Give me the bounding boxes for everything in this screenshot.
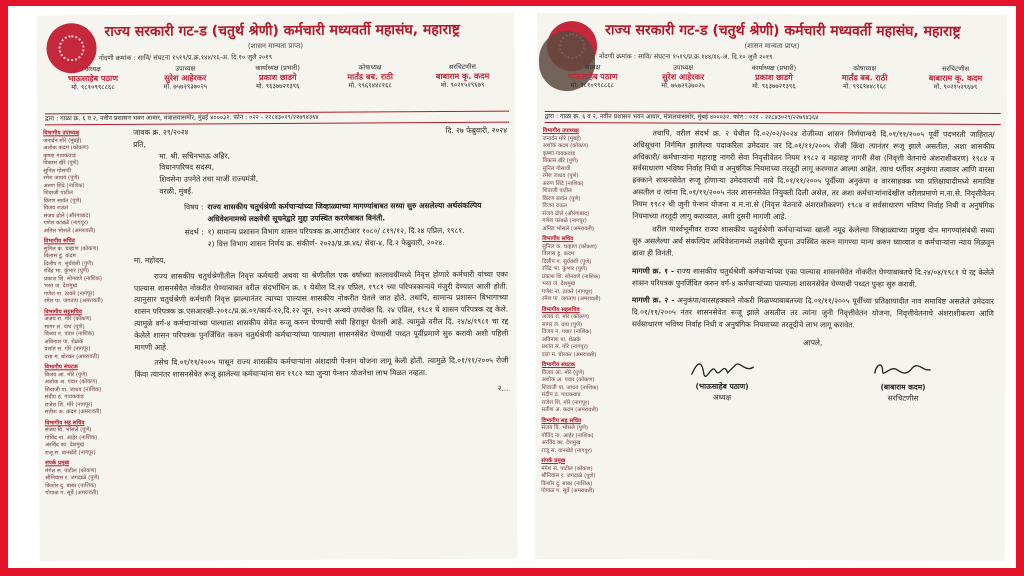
sidebar-member: राजू स. वानखेडे (नागपूर) [44,449,96,456]
closing: आपले, [803,337,823,347]
office-bearer: कार्याध्यक्ष (प्रभारी) प्रकाश छाडगे मो. ९६३७७२१३९६ [751,63,797,91]
office-bearer: कार्याध्यक्ष (प्रभारी) प्रकाश छाडगे मो. ९६३७७२१३९६ [255,63,300,91]
sidebar-member: गणेश ना. ठाकरे (नागपूर) [541,288,593,295]
sidebar-member: अनिल भोसले (अमरावती) [43,227,96,234]
letter-body [631,125,995,557]
office-bearer: अध्यक्ष भाऊसाहेब पठाण मो. ९८१०९९८८६८ [567,63,618,90]
sidebar-member: श्रीनिवास र. जगदाळे (पुणे) [541,472,596,480]
sidebar-member: जनार्दन मोरे (मुंबई) [542,135,582,142]
sidebar-heading: विभागीय संघटक [541,362,576,369]
reference-number: जावक क्र. २९/२०२४ [133,127,189,137]
office-bearers-sidebar [43,127,132,558]
signature-scribble-icon [687,356,757,380]
sidebar-heading: विभागीय सह सचिव [541,417,582,424]
sidebar-member: संजय वि. भोसले (पुणे) [44,427,92,434]
page-continuation: २... [497,383,509,393]
sidebar-heading: विभागीय सह सचिव [44,419,85,426]
sidebar-member: गोपाळ ग. सूर्वे (अमरावती) [45,490,99,497]
sidebar-member: गणेश ना. ठाकरे (नागपूर) [44,290,95,297]
sidebar-heading: विभागीय सहसचिव [541,306,580,313]
sidebar-heading: विभागीय उपाध्यक्ष [542,128,579,135]
sidebar-member: रमेश जाधव (पुणे) [43,175,80,182]
sidebar-heading: संपर्क प्रमुख [541,457,566,465]
sidebar-member: राजू स. वानखेडे (नागपूर) [541,447,592,454]
sidebar-member: मंगेश स. पाटील (कोकण) [45,467,97,474]
sidebar-member: गणेश कांबळे (नागपूर) [43,220,89,227]
sidebar-member: गोविंद ना. आहेर (नाशिक) [541,432,594,439]
sidebar-member: रमेश जाधव (पुणे) [542,173,579,180]
sidebar-member: अशोक कदम (कोकण) [43,145,89,152]
sidebar-member: शिवाजी पा. जाधव (नाशिक) [44,386,102,393]
sidebar-member: किशोर दु. बाबर (नाशिक) [45,482,97,489]
office-bearer: सरचिटणीस बाबाराम कृ. कदम मो. ९०२१५२९६७९ [928,64,983,91]
sidebar-member: दिलीप ग. सुर्यवंशी (पुणे) [43,260,94,267]
sidebar-member: अशोक अ. पवार (कोकण) [541,376,595,384]
sidebar-member: अनिल भोसले (अमरावती) [542,225,594,232]
sidebar-heading: विभागीय संघटक [44,364,78,371]
red-border-frame [8,6,1016,568]
sidebar-member: शिवाजी पा. जाधव (नाशिक) [541,384,599,391]
sidebar-member: सुनिल गोसावी [43,167,72,174]
sidebar-member: संजय वि. भोसले (पुणे) [541,424,589,432]
office-address: द्वारा : गाळा क्र. ६ व २, नवीन प्रशासन भवन आवार, मंत्रालयासमोर, मुंबई ४०००३२. फोन : ०२२ - २२८४३०२९/२२७९४३६४ [545,111,1001,125]
sidebar-member: गोपाळ ग. सूर्वे (अमरावती) [541,487,595,495]
paragraph: तथापि, वरील संदर्भ क्र. २ येथील दि.०२/०२/२०२४ रोजीच्या शासन निर्णयान्वये दि.०१/११/२००५ पूर्वी पदभरती जाहिरात/अधिसूचना निर्गमित झालेल्या पदाकरिता उमेदवार जर दि.०१/११/२००५ रोजी किंवा त्यानंतर रूजू झाले असतील, अशा शासकीय अधिकारी/ कर्मचाऱ्यांना महाराष्ट्र नागरी सेवा निवृत्तीवेतन नियम १९८२ व महाराष्ट्र नागरी सेवा (निवृत्ती वेतनाचे अंशराशीकरण) १९८४ व सर्वसाधारण भविष्य निर्वाह निधी व अनुषंगिक नियमाच्या तरतूदी लागू करण्यात आल्या आहेत. त्याच धर्तीवर अनुकंपा तत्वावर आणि वारसा हक्काने शासनसेवेत रूजू होणाऱ्या उमेदवाराची नावे दि.०१/११/२००५ पूर्वीच्या अनुकंपा व वारसाहक्क च्या प्रतिक्षायादीमध्ये समाविष्ट असतील व त्यांना दि.०१/११/२००५ नंतर शासनसेवेत नियुक्ती दिली असेल, तर अशा कर्मचाऱ्यांनादेखील वरीलप्रमाणे म.ना.से. निवृत्तीवेतन नियम १९८२ ची जुनी पेन्शन योजना व म.ना.से (निवृत्त वेतनाचे अंशराशीकरण) १९८४ व सर्वसाधारण भविष्य निर्वाह निधी व अनुषंगिक नियमाच्या तरतूदी लागू कराव्यात, अशी दुसरी मागणी आहे. [632,128,995,221]
sidebar-member: राजेश शि. मोरे (नागपूर) [541,399,590,406]
sidebar-member: कृष्णा गायकवाड [542,150,576,157]
paragraph: राज्य शासकीय चतुर्थश्रेणीतील निवृत्त कर्मचारी अथवा या श्रेणीतील एक वर्षाच्या कालावधीमध्ये निवृत्त होणारे कर्मचारी यांच्या एका पाल्यास शासनसेवेत नोकरीत घेण्याबाबत वरील संदर्भाधिन क्र. १ येथील दि.२४ एप्रिल, १९८१ च्या परिपत्रकान्वये मंजुरी देण्यात आली होती. त्यानुसार चतुर्थश्रेणी कर्मचारी निवृत्त झाल्यानंतर त्याच्या पाल्यास शासकीय नोकरीत घेतले जात होते. तथापि, सामान्य प्रशासन विभागाच्या शासन परिपत्रक क्र.एसआरव्ही-२०१८/प्र.क्र.०१/कार्य-१२,दि.२२ जून, २०२१ अन्वये उपरोक्त दि. २४ एप्रिल, १९८१ चे शासन परिपत्रक रद्द केले. त्यामुळे वर्ग-४ कर्मचाऱ्यांच्या पाल्याला शासकीय सेवेत रूजू करुन घेण्याची संधी हिरावून घेतली आहे. त्यामुळे वरील दि. २४/४/१९८१ चा रद्द केलेले शासन परिपत्रक पुनर्जिवित करुन चतुर्थश्रेणी कर्मचाऱ्यांच्या पाल्याला शासनसेवेत घेण्याची पध्दत पूर्वीप्रमाणे सुरु करावी अशी पहिली मागणी आहे. [133,269,509,352]
office-bearer: अध्यक्ष भाऊसाहेब पठाण मो. ९८१०९९८८६८ [67,65,119,92]
sidebar-heading: विभागीय सहसचिव [44,308,82,315]
sidebar-member: सुनिल क. चव्हाण (कोकण) [542,243,597,250]
sidebar-member: अरुण शिंदे (नाशिक) [43,182,85,189]
sidebar-member: सतीश अ. कदम (अमरावती) [44,409,102,416]
letter-body [133,125,510,557]
paragraph: तसेच दि.०१/११/२००५ पासून राज्य शासकीय कर्मचाऱ्यांना अंशदायी पेन्शन योजना लागू केली होती. त्यामुळे दि.०१/११/२००५ रोजी किंवा त्यानंतर शासनसेवेत रूजू झालेल्या कर्मचाऱ्यांना सन १९८२ च्या जुन्या पेन्शन योजनेचा लाभ मिळत नव्हता. [134,355,509,380]
sidebar-member: प्रशांत स. गोरे (नागपूर) [541,344,588,351]
office-bearers [47,63,509,110]
sidebar-member: विजय राऊत [43,205,69,212]
office-address: द्वारा : गाळा क्र. ६ व २, नवीन प्रशासन भवन आवार, मंत्रालयासमोर, मुंबई ४०००३२. फोन : ०२२ - २२८४३०२९/२२७९४३६४ [45,111,509,126]
signature-scribble-icon [868,357,938,381]
sidebar-member: अजय रा. मोरे (कोकण) [541,314,590,321]
office-bearer: उपाध्यक्ष सुरेश आहेरकर मो. ७५७२९३७०२५ [661,63,705,90]
letterhead-title: राज्य सरकारी गट-ड (चतुर्थ श्रेणी) कर्मचारी मध्यवर्ती महासंघ, महाराष्ट्र [104,21,460,41]
letterhead-title: राज्य सरकारी गट-ड (चतुर्थ श्रेणी) कर्मचारी मध्यवर्ती महासंघ, महाराष्ट्र [605,22,961,40]
sidebar-member: विजय न. पवार (नाशिक) [44,331,95,338]
sidebar-member: भरत ज. देशमुख [43,283,78,290]
sidebar-member: अजय रा. मोरे (कोकण) [44,316,92,323]
sidebar-member: अरुण शिंदे (नाशिक) [542,180,584,187]
sidebar-member: किशोर दु. बाबर (नाशिक) [541,480,593,487]
signature-block: (बाबाराम कदम) सरचिटणीस [823,357,983,405]
sidebar-member: विकास खैरे (पुणे) [542,158,579,165]
sidebar-member: संजय ढोले (औरंगाबाद) [542,210,590,217]
sidebar-member: रविंद्र भा. कुंभार (पुणे) [542,266,588,273]
office-bearers [547,63,1001,109]
letterhead-subtitle: (शासन मान्यता प्राप्त) [248,41,304,51]
sidebar-member: विजय न. पवार (नाशिक) [541,329,592,336]
sidebar-member: शिवाजी पाटील [43,190,73,197]
sidebar-member: सतीश अ. कदम (अमरावती) [541,406,599,414]
letter-date: दि. २७ फेब्रुवारी, २०२४ [445,125,508,135]
sidebar-member: विकास खैरे (पुणे) [43,160,79,167]
sidebar-member: सुनिल गोसावी [542,165,571,172]
sidebar-member: कृष्णा गायकवाड [43,152,76,159]
sidebar-member: रविंद्र भा. कुंभार (पुणे) [43,268,90,275]
sidebar-member: विजय आ. मोरे (पुणे) [541,369,585,376]
signature-block: (भाऊसाहेब पठाण) अध्यक्ष [642,356,802,404]
office-bearer: कोषाध्यक्ष मार्तंड बब. राठी मो. ९९६९४४८१६८ [347,63,393,90]
sidebar-member: दत्ता म. बोरकर (अमरावती) [541,351,597,358]
sidebar-heading: विभागीय सचिव [43,238,75,245]
sidebar-member: अशोक अ. पवार (कोकण) [44,379,98,386]
salutation: मा. महोदय, [133,255,166,265]
sidebar-heading: विभागीय सचिव [542,236,574,243]
sidebar-member: विलास डू. कदम [43,253,76,260]
sidebar-member: विजय राऊत [542,203,568,210]
registration-number: नोंदणी क्रमांक : सावि/ संघटना १५१९/प्र.क्र.१४४/१६-अ. दि.१० जुलै २०१९ [98,53,273,63]
sidebar-member: दिलीप ग. सुर्यवंशी (पुणे) [542,258,592,265]
sidebar-member: अविनाश पा. शेळके [44,338,84,345]
sidebar-member: सागर ल. वाघ (पुणे) [541,321,583,328]
sidebar-member: सुनिल क. चव्हाण (कोकण) [43,245,99,252]
references: संदर्भ : १) सामान्य प्रशासन विभाग शासन परिपत्रक क्र.आरटीआर १०८०/ ८१९/१२, दि.२४ एप्रिल, १९८१. २) वित्त विभाग शासन निर्णय क्र. संकीर्ण- २०२३/प्र.क्र.४६/ सेवा-४, दि.२ फेब्रुवारी, २०२४. [184,226,465,249]
sidebar-member: अविनाश पा. शेळके [541,336,581,343]
sidebar-member: प्रकाश शि. सोनवणे (नाशिक) [43,275,103,282]
sidebar-member: मंगेश स. पाटील (कोकण) [541,465,593,472]
office-bearer: कोषाध्यक्ष मार्तंड बब. राठी मो. ९९६९४४८१६८ [841,64,888,91]
sidebar-member: अशोक कदम (कोकण) [542,143,589,150]
sidebar-member: विजय आ. मोरे (पुणे) [44,371,88,378]
sidebar-member: गोविंद ना. आहेर (नाशिक) [44,434,98,441]
sidebar-member: दत्ता म. बोरकर (अमरावती) [44,353,100,360]
sidebar-member: विलास डू. कदम [542,251,575,258]
sidebar-member: अरविंद का. देशमुख [44,442,85,449]
sidebar-member: किरण सावंत (पुणे) [542,195,581,202]
sidebar-member: भरत ज. देशमुख [541,281,576,288]
sidebar-member: शिवाजी पाटील [542,188,572,195]
demand-2: मागणी क्र. २ - अनुकंपा/वारसहक्काने नोकरी मिळण्याबाबतच्या दि.०१/११/२००५ पूर्वीच्या प्रतिक्षायादीत नाव समाविष्ट असलेले उमेदवार दि.०१/११/२००५ नंतर शासनसेवेत रूजू झाले असतील तर त्यांना जुनी निवृत्तीवेतन योजना, निवृत्तीवेतनाचे अंशराशीकरण आणि सर्वसाधारण भविष्य निर्वाह निधी व अनुषंगिक नियमाच्या तरतूदीचे लाभ लागू करावेत. [631,295,994,330]
subject-line: विषय : राज्य शासकीय चतुर्थश्रेणी कर्मचाऱ्यांच्या जिव्हाळ्याच्या मागण्यांबाबत सध्या सुरु असलेल्या अर्थसंकल्पिय अधिवेशनामध्ये लक्षवेधी सूचनेद्वारे मुद्दा उपस्थित करणेबाबत विनंती. [184,200,482,224]
to-label: प्रति, [133,139,146,149]
sidebar-member: श्रीनिवास र. जगदाळे (पुणे) [45,475,100,482]
sidebar-member: गणेश कांबळे (नागपूर) [542,218,587,225]
sidebar-member: प्रशांत स. गोरे (नागपूर) [44,346,91,353]
office-bearer: सरचिटणीस बाबाराम कृ. कदम मो. ९०२१५२९६७९ [435,62,490,89]
letter-page-2 [535,13,1007,561]
paragraph: वरील पार्श्वभूमीवर राज्य शासकीय चतुर्थश्रेणी कर्मचाऱ्यांच्या खाली नमूद केलेल्या जिव्हाळ्याच्या प्रमुख दोन मागण्यांसंबंधी सध्या सुरु असलेल्या अर्थ संकल्पिय अधिवेशनामध्ये लक्षवेधी सूचना उपस्थित करुन मागण्या मान्य करुन घ्याव्यात व कर्मचाऱ्यांना न्याय मिळवून द्यावा ही विनंती. [632,224,995,258]
sidebar-member: किरण सावंत (पुणे) [43,197,82,204]
signatures [631,356,993,405]
registration-number: नोंदणी क्रमांक : सावि/ संघटना १५१९/प्र.क्र.१४४/१६-अ. दि.१० जुलै २०१९ [598,52,773,62]
sidebar-member: सागर ल. वाघ (पुणे) [44,323,85,330]
sidebar-heading: विभागीय उपाध्यक्ष [43,130,80,137]
office-bearers-sidebar [541,125,629,555]
recipient-address: मा. श्री. सचिनभाऊ अहिर, विधानपरिषद सदस्य, शिवसेना उपनेते तथा माजी राज्यमंत्री, वरळी, मुंबई. [159,150,259,196]
demand-1: मागणी क्र. १ - राज्य शासकीय चतुर्थश्रेणी कर्मचाऱ्यांच्या एका पाल्यास शासनसेवेत नोकरीत घेण्याबाबतचे दि.२४/०४/१९८१ चे रद्द केलेले शासन परिपत्रक पुनर्जिवित करुन वर्ग-४ कर्मचाऱ्यांच्या पाल्याला शासनसेवेत घेण्याची पध्दत पुन्हा सुरु करावी. [631,266,995,289]
sidebar-member: अरविंद का. देशमुख [541,439,581,447]
letterhead-subtitle: (शासन मान्यता प्राप्त) [744,41,800,51]
sidebar-member: प्रकाश शि. सोनवणे (नाशिक) [542,273,601,280]
sidebar-member: रमेश पा. जगताप (अमरावती) [44,298,103,305]
sidebar-member: संदीप ठ. गायकवाड [541,391,581,399]
sidebar-member: संजय ढोले (औरंगाबाद) [43,212,91,219]
sidebar-heading: संपर्क प्रमुख [45,460,69,467]
sidebar-member: रमेश पा. जगताप (अमरावती) [541,296,601,303]
office-bearer: उपाध्यक्ष सुरेश आहेरकर मो. ७५७२९३७०२५ [163,64,208,91]
sidebar-member: राजेश शि. मोरे (नागपूर) [44,401,93,408]
letter-page-1 [36,13,517,562]
sidebar-member: जनार्दन मोरे (मुंबई) [43,137,82,144]
sidebar-member: संदीप ठ. गायकवाड [44,394,84,401]
